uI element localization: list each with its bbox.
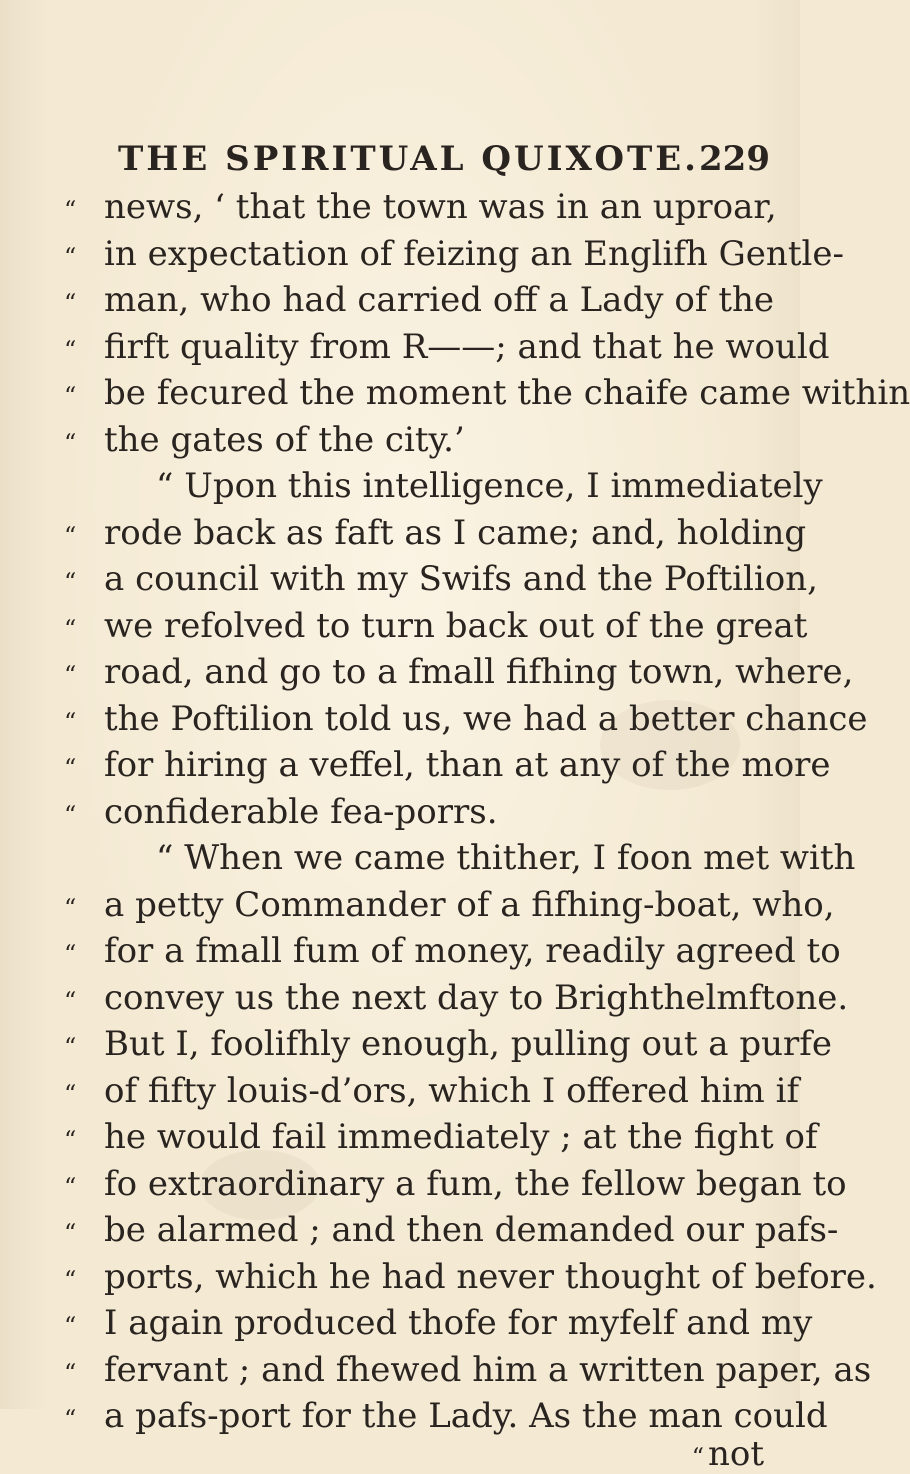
text-line xyxy=(64,1021,832,1068)
quote-mark: “ xyxy=(64,1312,75,1340)
quote-mark: “ xyxy=(64,893,75,922)
line-text: “ When we came thither, I foon met with xyxy=(156,838,856,878)
text-line xyxy=(64,463,823,510)
text-line xyxy=(64,1207,839,1254)
text-line xyxy=(64,1161,847,1208)
line-text: I again produced thofe for myfelf and my xyxy=(104,1303,813,1343)
text-line xyxy=(64,835,856,882)
text-line xyxy=(64,231,844,278)
text-line xyxy=(64,510,807,557)
line-text: of fifty louis-d’ors, which I offered him if xyxy=(104,1070,800,1111)
quote-mark: “ xyxy=(64,335,75,364)
line-text: news, ‘ that the town was in an uproar, xyxy=(104,187,777,227)
quote-mark: “ xyxy=(64,568,75,596)
line-text: ports, which he had never thought of before. xyxy=(104,1256,877,1297)
line-text: be fecured the moment the chaife came within xyxy=(104,373,910,413)
text-line xyxy=(64,928,841,975)
text-line xyxy=(64,882,835,929)
quote-mark: “ xyxy=(64,661,75,689)
quote-mark: “ xyxy=(64,754,75,782)
quote-mark: “ xyxy=(64,1358,75,1387)
line-text: he would fail immediately ; at the fight of xyxy=(104,1117,818,1157)
line-text: a petty Commander of a fifhing-boat, who, xyxy=(104,884,835,925)
quote-mark: “ xyxy=(64,707,75,736)
text-line xyxy=(64,1254,877,1301)
line-text: confiderable fea-porrs. xyxy=(104,791,498,832)
text-line xyxy=(64,742,831,789)
quote-mark: “ xyxy=(64,1219,75,1247)
text-line xyxy=(64,556,818,603)
quote-mark: “ xyxy=(64,614,75,643)
text-line xyxy=(64,1068,800,1115)
quote-mark: “ xyxy=(64,1172,75,1201)
text-line xyxy=(64,184,777,231)
quote-mark: “ xyxy=(64,1033,75,1061)
quote-mark: “ xyxy=(64,382,75,410)
line-text: But I, foolifhly enough, pulling out a purfe xyxy=(104,1024,832,1064)
quote-mark: “ xyxy=(64,196,75,224)
line-text: man, who had carried off a Lady of the xyxy=(104,280,774,320)
quote-mark: “ xyxy=(64,1079,75,1108)
text-line xyxy=(64,1300,813,1347)
text-line xyxy=(64,370,910,417)
text-line xyxy=(64,324,830,371)
line-text: a pafs-port for the Lady. As the man could xyxy=(104,1396,828,1436)
quote-mark: “ xyxy=(64,521,75,550)
line-text: convey us the next day to Brighthelmftone. xyxy=(104,977,849,1018)
line-text: rode back as faft as I came; and, holding xyxy=(104,512,807,553)
line-text: we refolved to turn back out of the great xyxy=(104,605,808,646)
quote-mark: “ xyxy=(64,289,75,317)
quote-mark: “ xyxy=(64,986,75,1015)
line-text: the Poftilion told us, we had a better chance xyxy=(104,698,868,739)
text-line xyxy=(64,1347,872,1394)
line-text: in expectation of feizing an Englifh Gentle- xyxy=(104,233,844,274)
line-text: fervant ; and fhewed him a written paper, as xyxy=(104,1349,872,1390)
page-number: 229 xyxy=(699,139,770,179)
quote-mark: “ xyxy=(64,1405,75,1433)
text-line xyxy=(64,603,808,650)
text-line xyxy=(64,1114,818,1161)
text-line xyxy=(64,649,854,696)
quote-mark: “ xyxy=(64,940,75,968)
line-text: “ Upon this intelligence, I immediately xyxy=(156,466,823,506)
line-text: firft quality from R——; and that he would xyxy=(104,326,830,367)
line-text: a council with my Swifs and the Poftilion, xyxy=(104,559,818,599)
quote-mark: “ xyxy=(64,1265,75,1294)
quote-mark: “ xyxy=(64,800,75,829)
text-line xyxy=(64,277,774,324)
line-text: fo extraordinary a fum, the fellow began to xyxy=(104,1163,847,1204)
text-line xyxy=(64,1393,828,1440)
catchword-text: not xyxy=(707,1434,764,1474)
body-text xyxy=(64,184,910,1474)
text-line xyxy=(64,417,774,464)
line-text: the gates of the city.’ xyxy=(104,419,465,460)
line-text: road, and go to a fmall fifhing town, where, xyxy=(104,652,854,692)
running-head: THE SPIRITUAL QUIXOTE. xyxy=(118,139,700,179)
text-line xyxy=(64,975,849,1022)
line-text: for hiring a veffel, than at any of the more xyxy=(104,745,831,785)
text-line xyxy=(64,696,868,743)
line-text: be alarmed ; and then demanded our pafs- xyxy=(104,1210,839,1250)
line-text: for a fmall fum of money, readily agreed to xyxy=(104,931,841,971)
catchword xyxy=(692,1434,764,1474)
quote-mark: “ xyxy=(64,242,75,271)
quote-mark: “ xyxy=(64,428,75,457)
page-header xyxy=(118,134,778,184)
quote-mark: “ xyxy=(64,1126,75,1154)
quote-mark: “ xyxy=(691,1443,702,1471)
text-line xyxy=(64,789,774,836)
